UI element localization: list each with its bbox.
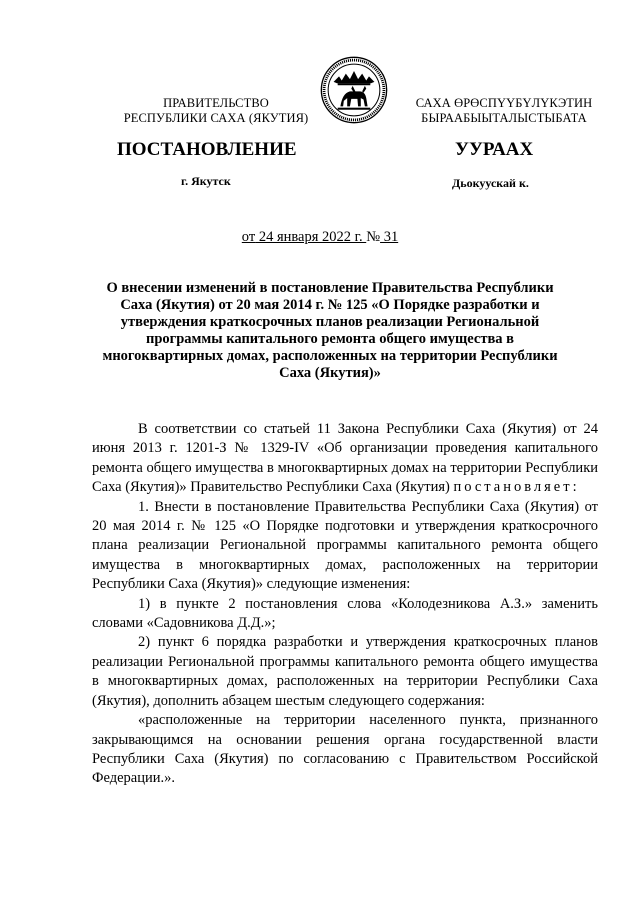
decree-word: постановляет: (453, 479, 580, 496)
document-title: О внесении изменений в постановление Правительства Республики Саха (Якутия) от 20 мая 2014 г. № 125 «О Порядке разработки и утверждения краткосрочных планов реализации Региональной программы капитального ремонта общего имущества в многоквартирных домах, расположенных на территории Республики Саха (Якутия)» (102, 280, 558, 381)
preamble-text: В соответствии со статьей 11 Закона Республики Саха (Якутия) от 24 июня 2013 г. 1201-З № 1329-IV «Об организации проведения капитального ремонта общего имущества в многоквартирных домах на территории Республики Саха (Якутия)» Правительство Республики Саха (Якутия) (92, 421, 598, 496)
paragraph-subitem-1: 1) в пункте 2 постановления слова «Колодезникова А.З.» заменить словами «Садовникова Д.Д.»; (92, 595, 598, 632)
issuer-yakut-line1: САХА ӨРӨСПҮҮБҮЛҮКЭТИН (415, 96, 593, 110)
paragraph-preamble (92, 420, 598, 498)
number-sign: № (366, 229, 381, 245)
document-date: 24 января 2022 г. (255, 229, 367, 245)
city-yakut: Дьокуускай к. (452, 176, 529, 190)
doc-type-russian: ПОСТАНОВЛЕНИЕ (117, 139, 297, 160)
paragraph-quote: «расположенные на территории населенного пункта, признанного закрывающимся на основании решения органа государственной власти Республики Саха (Якутия) по согласованию с Правительством Российской Федерации.». (92, 712, 598, 787)
issuer-yakut-line2: БЫРААБЫЫТАЛЫСТЫБАТА (421, 111, 587, 125)
coat-of-arms-icon (320, 56, 388, 124)
issuer-russian-line1: ПРАВИТЕЛЬСТВО (163, 96, 269, 110)
document-number: 31 (380, 229, 399, 245)
paragraph-subitem-2: 2) пункт 6 порядка разработки и утверждения краткосрочных планов реализации Региональной программы капитального ремонта общего имущества в многоквартирных домах, расположенных на территории Республики Саха (Якутия), дополнить абзацем шестым следующего содержания: (92, 634, 598, 709)
issuer-russian-line2: РЕСПУБЛИКИ САХА (ЯКУТИЯ) (123, 111, 309, 125)
date-prefix: от (241, 229, 256, 245)
city-russian: г. Якутск (181, 174, 231, 188)
doc-type-yakut: УУРААХ (455, 139, 534, 160)
date-number-line (0, 229, 640, 246)
issuer-yakut (392, 96, 616, 126)
paragraph-item-1: 1. Внести в постановление Правительства Республики Саха (Якутия) от 20 мая 2014 г. № 125 «О Порядке подготовки и утверждения краткосрочного плана реализации Региональной программы капитального ремонта общего имущества в многоквартирных домах, расположенных на территории Республики Саха (Якутия)» следующие изменения: (92, 498, 598, 593)
issuer-russian (118, 96, 314, 126)
document-body (92, 420, 598, 789)
